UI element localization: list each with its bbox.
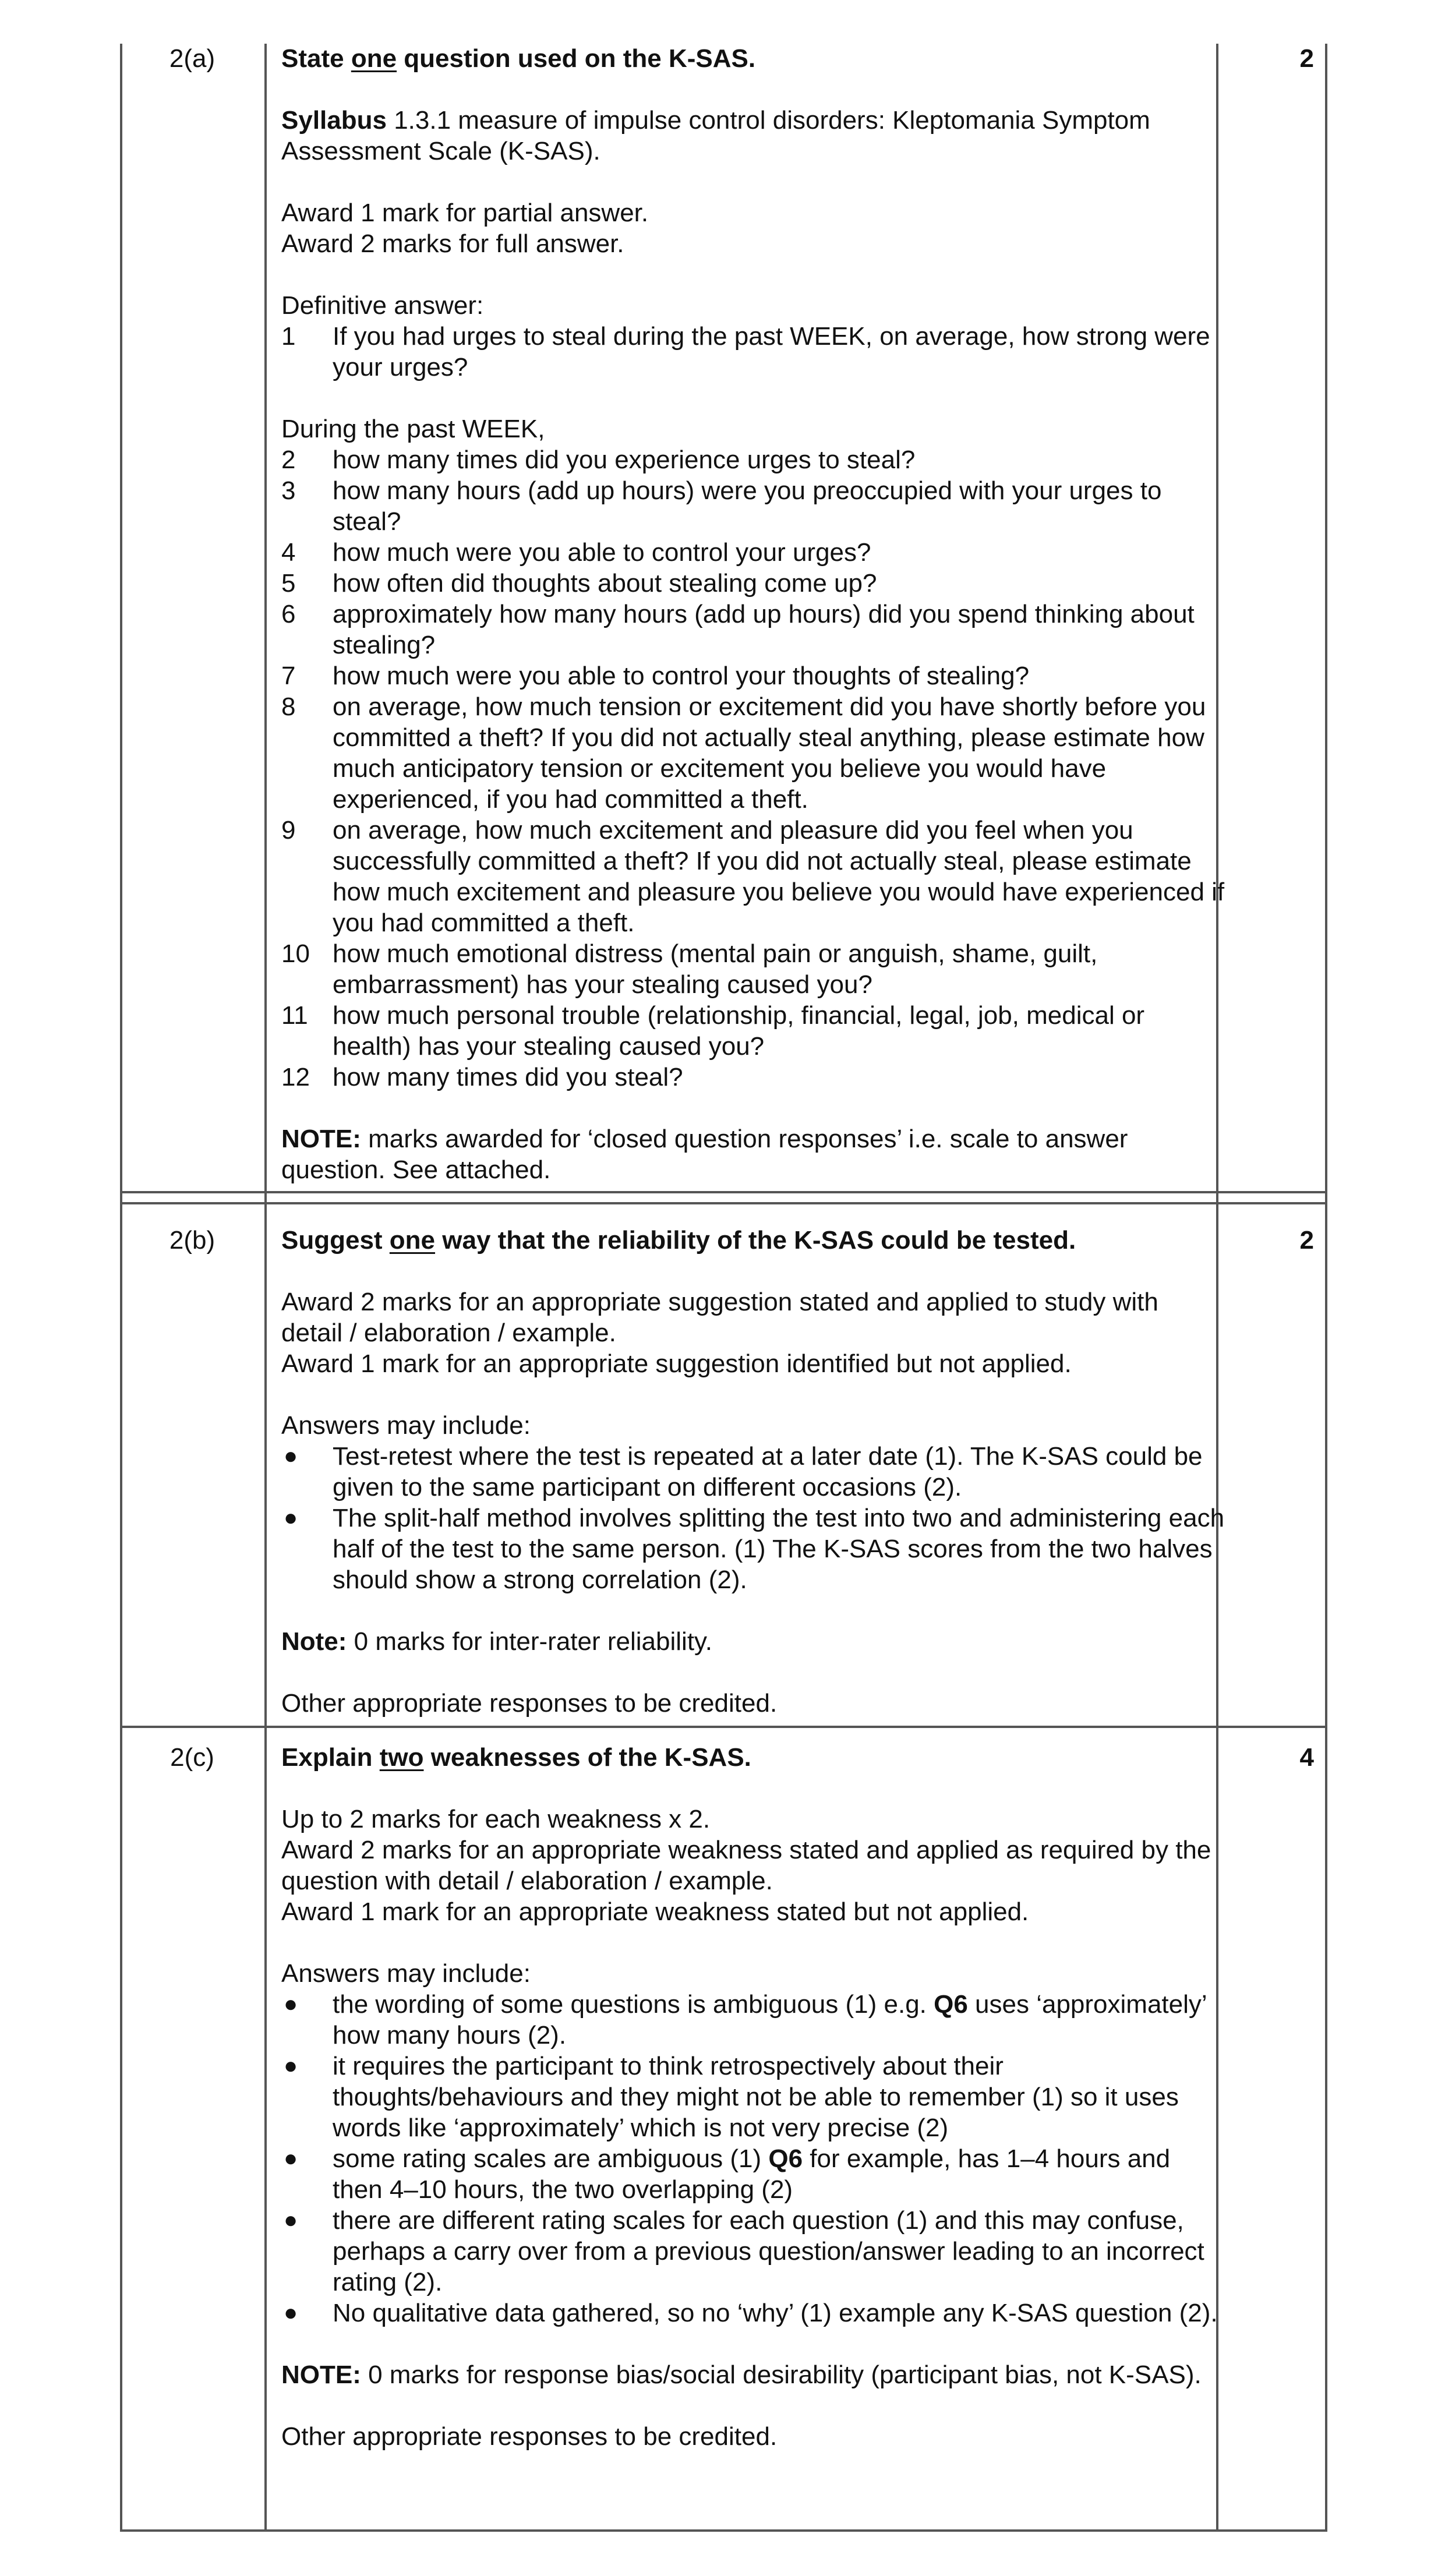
award-line: Award 1 mark for partial answer.	[281, 199, 649, 227]
marks-value: 4	[1299, 1743, 1314, 1772]
bullet-icon: ●	[284, 1443, 298, 1469]
list-item: ● some rating scales are ambiguous (1) Q6 for example, has 1–4 hours and then 4–10 hours, the two overlapping (2)	[284, 2144, 1171, 2204]
table-border-right	[1325, 44, 1327, 2531]
list-item: ● there are different rating scales for each question (1) and this may confuse, perhaps a carry over from a previous question/answer leading to an incorrect rating (2).	[284, 2206, 1204, 2296]
list-item: 6 approximately how many hours (add up hours) did you spend thinking about stealing?	[281, 600, 1195, 659]
row-divider-a-b-bottom	[120, 1202, 1327, 1204]
list-item: 10 how much emotional distress (mental pain or anguish, shame, guilt, embarrassment) has your stealing caused you?	[281, 939, 1098, 999]
bullet-icon: ●	[284, 1991, 298, 2017]
award-line: Award 2 marks for an appropriate weakness stated and applied as required by the question with detail / elaboration / example.	[281, 1836, 1211, 1895]
answer-cell-2a	[281, 43, 1225, 1185]
list-item: 7 how much were you able to control your thoughts of stealing?	[281, 662, 1030, 690]
bullet-icon: ●	[284, 1505, 298, 1531]
list-item: 9 on average, how much excitement and pleasure did you feel when you successfully committed a theft? If you did not actually steal, please estimate how much excitement and pleasure you believe you would have experienced if you had committed a theft.	[281, 816, 1225, 937]
answer-cell-2b	[281, 1225, 1225, 1719]
question-title: Suggest one way that the reliability of the K-SAS could be tested.	[281, 1226, 1076, 1255]
note: NOTE: marks awarded for ‘closed question responses’ i.e. scale to answer question. See attached.	[281, 1125, 1128, 1184]
other-responses: Other appropriate responses to be credited.	[281, 1689, 778, 1718]
award-line: Award 2 marks for an appropriate suggestion stated and applied to study with detail / elaboration / example.	[281, 1288, 1158, 1347]
bullet-icon: ●	[284, 2300, 298, 2326]
bullet-icon: ●	[284, 2207, 298, 2233]
list-item: 11 how much personal trouble (relationship, financial, legal, job, medical or health) has your stealing caused you?	[281, 1001, 1145, 1061]
row-divider-b-c	[120, 1726, 1327, 1728]
list-item: 12 how many times did you steal?	[281, 1063, 683, 1091]
answers-label: Answers may include:	[281, 1959, 531, 1988]
award-line: Up to 2 marks for each weakness x 2.	[281, 1805, 711, 1833]
award-line: Award 1 mark for an appropriate suggestion identified but not applied.	[281, 1349, 1072, 1378]
other-responses: Other appropriate responses to be credited.	[281, 2422, 778, 2451]
answer-cell-2c	[281, 1742, 1225, 2452]
table-border-bottom	[120, 2529, 1327, 2532]
marks-value: 2	[1299, 1226, 1314, 1255]
question-title: State one question used on the K-SAS.	[281, 44, 756, 73]
bullet-icon: ●	[284, 2053, 298, 2079]
definitive-answer-label: Definitive answer:	[281, 291, 484, 320]
note: Note: 0 marks for inter-rater reliability.	[281, 1627, 712, 1656]
list-item: 1 If you had urges to steal during the past WEEK, on average, how strong were your urges?	[281, 322, 1210, 381]
during-label: During the past WEEK,	[281, 415, 545, 443]
question-number: 2(c)	[170, 1743, 214, 1772]
list-item: ● The split-half method involves splitting the test into two and administering each half of the test to the same person. (1) The K-SAS scores from the two halves should show a strong correlation (2).	[284, 1504, 1225, 1594]
bullet-icon: ●	[284, 2146, 298, 2171]
marks-value: 2	[1299, 44, 1314, 73]
question-title: Explain two weaknesses of the K-SAS.	[281, 1743, 751, 1772]
table-border-left	[120, 44, 122, 2531]
question-number: 2(b)	[169, 1226, 215, 1255]
list-item: 4 how much were you able to control your urges?	[281, 538, 871, 567]
list-item: 3 how many hours (add up hours) were you preoccupied with your urges to steal?	[281, 476, 1162, 536]
list-item: ● Test-retest where the test is repeated at a later date (1). The K-SAS could be given to the same participant on different occasions (2).	[284, 1442, 1203, 1501]
list-item: ● it requires the participant to think retrospectively about their thoughts/behaviours and they might not be able to remember (1) so it uses words like ‘approximately’ which is not very precise (2)	[284, 2052, 1179, 2142]
note: NOTE: 0 marks for response bias/social desirability (participant bias, not K-SAS).	[281, 2361, 1202, 2389]
list-item: ● No qualitative data gathered, so no ‘why’ (1) example any K-SAS question (2).	[284, 2299, 1218, 2327]
list-item: 8 on average, how much tension or excitement did you have shortly before you committed a theft? If you did not actually steal anything, please estimate how much anticipatory tension or excitement you believe you would have experienced, if you had committed a theft.	[281, 692, 1206, 814]
award-line: Award 2 marks for full answer.	[281, 229, 624, 258]
syllabus-reference: Syllabus 1.3.1 measure of impulse control disorders: Kleptomania Symptom Assessment Scale (K-SAS).	[281, 106, 1150, 165]
list-item: 2 how many times did you experience urges to steal?	[281, 446, 916, 474]
question-number: 2(a)	[169, 44, 215, 73]
answers-label: Answers may include:	[281, 1411, 531, 1440]
award-line: Award 1 mark for an appropriate weakness stated but not applied.	[281, 1897, 1029, 1926]
list-item: 5 how often did thoughts about stealing come up?	[281, 569, 877, 598]
table-divider-number	[264, 44, 267, 2531]
list-item: ● the wording of some questions is ambiguous (1) e.g. Q6 uses ‘approximately’ how many hours (2).	[284, 1990, 1207, 2050]
row-divider-a-b-top	[120, 1191, 1327, 1193]
